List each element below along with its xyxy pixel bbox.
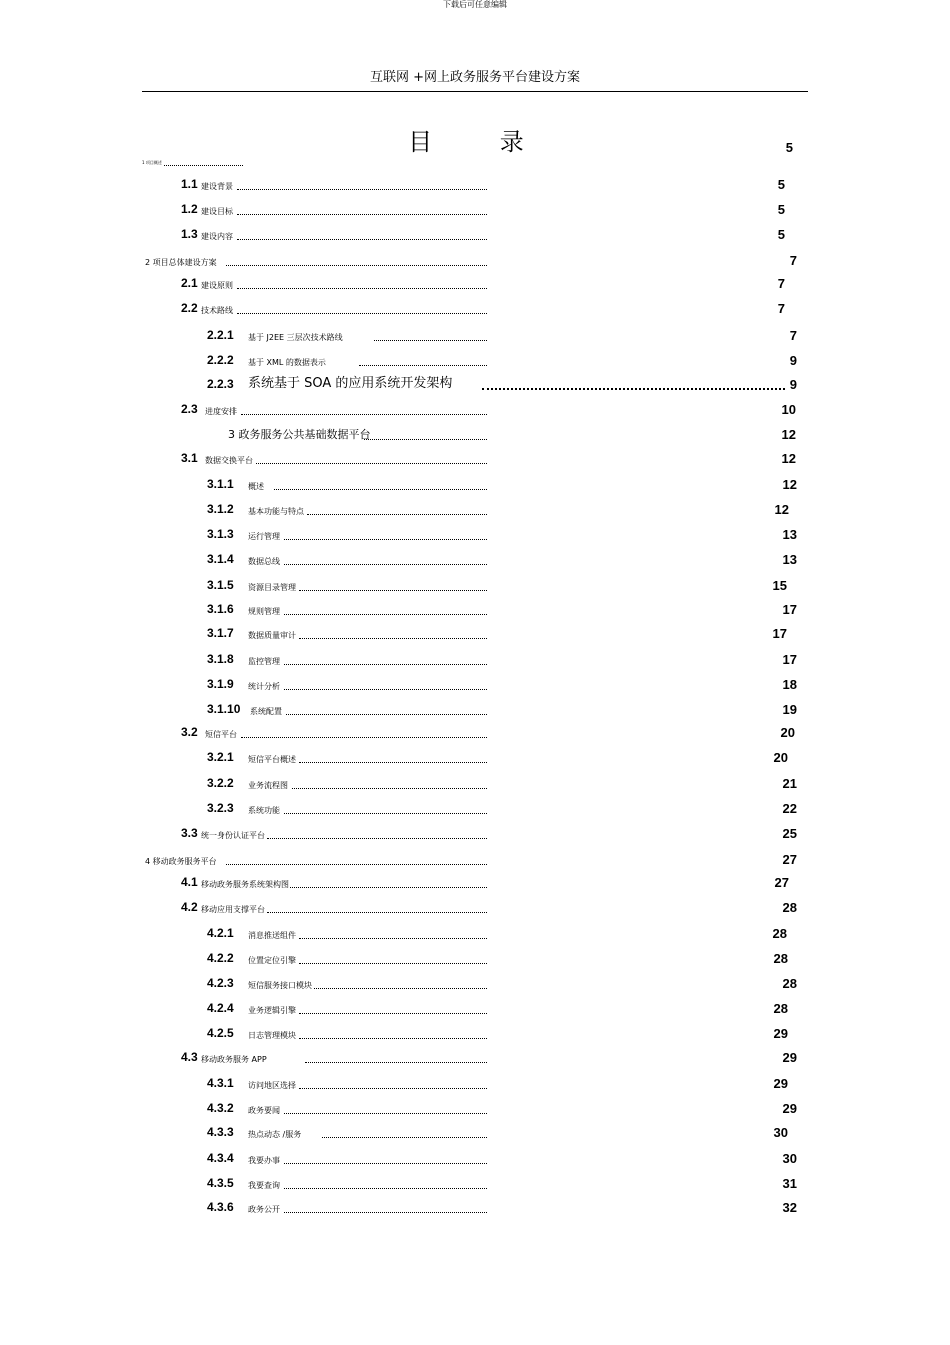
toc-entry-number: 4.2 [181,900,198,914]
toc-entry-title: 政务公开 [248,1205,280,1214]
toc-entry[interactable] [0,671,950,693]
toc-leader-dots [305,1062,488,1063]
toc-entry[interactable] [0,521,950,543]
toc-entry[interactable] [0,221,950,243]
toc-page-number: 12 [781,451,796,466]
toc-page-number: 29 [782,1050,797,1065]
toc-entry[interactable] [0,1020,950,1042]
toc-page-number: 5 [777,227,785,242]
toc-page-number: 28 [772,926,787,941]
toc-entry[interactable] [0,347,950,369]
toc-page-number: 29 [773,1076,788,1091]
toc-entry-title: 消息推送组件 [248,931,296,940]
toc-entry-title: 系统基于 SOA 的应用系统开发架构 [248,376,453,391]
toc-entry[interactable] [0,196,950,218]
toc-entry-number: 4.3.2 [207,1101,234,1115]
toc-entry-title: 统一身份认证平台 [201,831,265,840]
toc-page-number: 17 [782,652,797,667]
toc-entry[interactable] [0,322,950,344]
toc-entry-number: 4.2.3 [207,976,234,990]
toc-page-number: 28 [782,976,797,991]
toc-entry[interactable] [0,171,950,193]
toc-page-number: 28 [782,900,797,915]
toc-entry-number: 4.2.1 [207,926,234,940]
toc-page-number: 25 [782,826,797,841]
toc-entry-number: 3.1.8 [207,652,234,666]
toc-entry[interactable] [0,295,950,317]
toc-leader-dots [292,788,488,789]
toc-entry-title: 政务要闻 [248,1106,280,1115]
toc-entry-title: 建设背景 [201,182,233,191]
toc-entry-title: 4 移动政务服务平台 [145,857,217,866]
toc-entry[interactable] [0,1194,950,1216]
toc-page-number: 21 [782,776,797,791]
toc-page-number: 28 [773,951,788,966]
toc-entry-number: 3.1.2 [207,502,234,516]
toc-entry[interactable] [0,421,950,443]
toc-entry-title: 建设内容 [201,232,233,241]
toc-leader-dots [364,439,487,440]
toc-entry-title: 位置定位引擎 [248,956,296,965]
toc-entry[interactable] [0,445,950,467]
toc-page-number: 30 [773,1125,788,1140]
toc-leader-dots [274,489,487,490]
toc-entry-title: 运行管理 [248,532,280,541]
toc-entry-number: 3.1.1 [207,477,234,491]
toc-entry[interactable] [0,696,950,718]
toc-page-number: 9 [789,377,797,392]
toc-entry-title: 基于 XML 的数据表示 [248,358,326,367]
toc-page-number: 28 [773,1001,788,1016]
toc-page-number: 5 [777,177,785,192]
toc-leader-dots [359,365,487,366]
toc-page-number: 31 [782,1176,797,1191]
toc-page-number: 15 [772,578,787,593]
toc-entry-number: 4.3 [181,1050,198,1064]
toc-entry[interactable] [0,646,950,668]
toc-page-number: 12 [781,427,796,442]
toc-entry-title: 短信服务接口模块 [248,981,312,990]
toc-entry-title: 资源目录管理 [248,583,296,592]
toc-entry[interactable] [0,546,950,568]
toc-leader-dots [256,463,487,464]
toc-page-number: 12 [774,502,789,517]
toc-entry-number: 2.2 [181,301,198,315]
toc-leader-dots [226,864,487,865]
toc-entry[interactable] [0,795,950,817]
toc-entry[interactable] [0,496,950,518]
toc-page-number: 7 [789,253,797,268]
toc-entry-number: 3.2 [181,725,198,739]
toc-entry-number: 3.1.9 [207,677,234,691]
document-title: 互联网 +网上政务服务平台建设方案 [369,70,581,85]
toc-entry-number: 3.2.3 [207,801,234,815]
toc-entry-title: 概述 [248,482,264,491]
toc-leader-dots [299,590,487,591]
toc-leader-dots [299,1038,487,1039]
toc-entry-title: 我要查询 [248,1181,280,1190]
toc-entry-number: 4.2.2 [207,951,234,965]
toc-entry-title: 2 项目总体建设方案 [145,258,217,267]
toc-entry-title: 建设原则 [201,281,233,290]
toc-entry-number: 3.1 [181,451,198,465]
toc-entry-title: 移动政务服务系统架构图 [201,880,289,889]
toc-entry-number: 3.3 [181,826,198,840]
toc-entry[interactable] [0,1119,950,1141]
toc-entry-title: 业务流程图 [248,781,288,790]
toc-page-number: 18 [782,677,797,692]
toc-entry-number: 3.1.10 [207,702,241,716]
toc-leader-dots [299,638,487,639]
toc-leader-dots [299,762,487,763]
toc-leader-dots [284,614,487,615]
toc-entry[interactable] [0,471,950,493]
toc-entry[interactable] [0,920,950,942]
toc-entry-number: 2.2.1 [207,328,234,342]
toc-leader-dots [284,564,487,565]
toc-entry[interactable] [0,770,950,792]
toc-page-number: 17 [772,626,787,641]
toc-entry-number: 2.2.3 [207,377,234,391]
toc-entry-number: 1.1 [181,177,198,191]
toc-entry[interactable] [0,1095,950,1117]
toc-entry-title: 系统配置 [250,707,282,716]
toc-leader-dots [164,165,243,166]
toc-entry[interactable] [0,945,950,967]
toc-entry[interactable] [0,1044,950,1066]
toc-page-number: 20 [780,725,795,740]
toc-entry[interactable] [0,744,950,766]
toc-entry-number: 3.1.4 [207,552,234,566]
toc-entry-number: 3.1.3 [207,527,234,541]
toc-page-number: 7 [789,328,797,343]
toc-entry-title: 统计分析 [248,682,280,691]
toc-entry[interactable] [0,371,950,393]
toc-page-number: 29 [782,1101,797,1116]
toc-entry-number: 2.2.2 [207,353,234,367]
toc-leader-dots [299,963,487,964]
toc-leader-dots [284,813,487,814]
toc-leader-dots [482,388,785,390]
toc-entry-number: 4.3.1 [207,1076,234,1090]
toc-entry-number: 4.3.5 [207,1176,234,1190]
toc-leader-dots [267,912,487,913]
toc-entry-number: 4.3.3 [207,1125,234,1139]
toc-leader-dots [284,1113,487,1114]
toc-leader-dots [241,414,487,415]
toc-entry[interactable] [0,247,950,269]
toc-leader-dots [307,514,488,515]
toc-leader-dots [284,664,487,665]
toc-entry-number: 3.1.5 [207,578,234,592]
toc-entry-title: 数据总线 [248,557,280,566]
toc-entry-number: 4.1 [181,875,198,889]
toc-leader-dots [314,988,487,989]
toc-entry-title: 短信平台 [205,730,237,739]
toc-entry-title: 移动政务服务 APP [201,1055,267,1064]
toc-entry-title: 数据质量审计 [248,631,296,640]
toc-leader-dots [226,265,487,266]
toc-leader-dots [284,539,487,540]
toc-entry-number: 4.2.4 [207,1001,234,1015]
toc-entry-number: 1.2 [181,202,198,216]
toc-entry-title: 3 政务服务公共基础数据平台 [228,428,371,441]
toc-leader-dots [237,288,487,289]
toc-entry-title: 我要办事 [248,1156,280,1165]
toc-leader-dots [284,1163,487,1164]
toc-entry-title: 基本功能与特点 [248,507,304,516]
toc-heading: 目 录 [408,128,554,156]
toc-entry[interactable] [0,572,950,594]
toc-page-number: 7 [777,276,785,291]
toc-page-number: 13 [782,527,797,542]
toc-leader-dots [286,714,487,715]
toc-leader-dots [284,689,487,690]
toc-entry-number: 4.3.6 [207,1200,234,1214]
toc-entry-number: 4.2.5 [207,1026,234,1040]
toc-entry-title: 技术路线 [201,306,233,315]
toc-entry-number: 2.3 [181,402,198,416]
toc-leader-dots [374,340,487,341]
toc-entry[interactable] [0,270,950,292]
toc-entry[interactable] [0,1070,950,1092]
toc-page-number: 29 [773,1026,788,1041]
toc-entry-number: 3.2.1 [207,750,234,764]
toc-entry[interactable] [0,894,950,916]
toc-entry-title: 建设目标 [201,207,233,216]
toc-page-number: 13 [782,552,797,567]
toc-entry-title: 1 项目概述 [142,160,162,165]
toc-entry[interactable] [0,970,950,992]
toc-leader-dots [237,214,487,215]
toc-leader-dots [299,1013,487,1014]
toc-entry-title: 数据交换平台 [205,456,253,465]
top-note: 下载后可任意编辑 [443,0,507,9]
toc-page-number: 32 [782,1200,797,1215]
toc-leader-dots [267,838,487,839]
toc-entry-title: 规则管理 [248,607,280,616]
toc-page-number: 27 [782,852,797,867]
toc-leader-dots [237,239,487,240]
toc-page-number: 5 [785,140,793,155]
toc-entry-title: 热点动态 /服务 [248,1130,302,1139]
toc-entry[interactable] [0,596,950,618]
toc-entry-title: 移动应用支撑平台 [201,905,265,914]
toc-page-number: 27 [774,875,789,890]
toc-page-number: 19 [782,702,797,717]
toc-leader-dots [322,1137,488,1138]
toc-page-number: 30 [782,1151,797,1166]
toc-entry-title: 系统功能 [248,806,280,815]
toc-entry-title: 基于 J2EE 三层次技术路线 [248,333,343,342]
toc-entry[interactable] [0,846,950,868]
toc-entry[interactable] [0,1170,950,1192]
toc-entry-number: 1.3 [181,227,198,241]
toc-page-number: 22 [782,801,797,816]
toc-leader-dots [237,189,487,190]
toc-leader-dots [237,313,487,314]
toc-entry[interactable] [0,1145,950,1167]
toc-entry[interactable] [0,719,950,741]
toc-entry[interactable] [0,869,950,891]
toc-entry-title: 业务逻辑引擎 [248,1006,296,1015]
toc-entry-title: 进度安排 [205,407,237,416]
toc-page-number: 12 [782,477,797,492]
toc-entry[interactable] [0,620,950,642]
toc-entry[interactable] [0,995,950,1017]
toc-page-number: 7 [777,301,785,316]
toc-page-number: 5 [777,202,785,217]
toc-entry-title: 监控管理 [248,657,280,666]
toc-leader-dots [284,1188,487,1189]
toc-page-number: 9 [789,353,797,368]
toc-entry[interactable] [0,396,950,418]
toc-entry-number: 3.2.2 [207,776,234,790]
toc-page-number: 17 [782,602,797,617]
toc-entry[interactable] [0,820,950,842]
toc-entry-number: 3.1.7 [207,626,234,640]
toc-entry-title: 短信平台概述 [248,755,296,764]
toc-entry-title: 日志管理模块 [248,1031,296,1040]
toc-leader-dots [290,887,488,888]
toc-leader-dots [299,938,487,939]
toc-entry-number: 2.1 [181,276,198,290]
toc-leader-dots [299,1088,487,1089]
toc-leader-dots [284,1212,487,1213]
toc-entry-number: 3.1.6 [207,602,234,616]
toc-page-number: 20 [773,750,788,765]
toc-entry-number: 4.3.4 [207,1151,234,1165]
toc-entry-title: 访问地区选择 [248,1081,296,1090]
toc-leader-dots [241,737,487,738]
toc-page-number: 10 [781,402,796,417]
